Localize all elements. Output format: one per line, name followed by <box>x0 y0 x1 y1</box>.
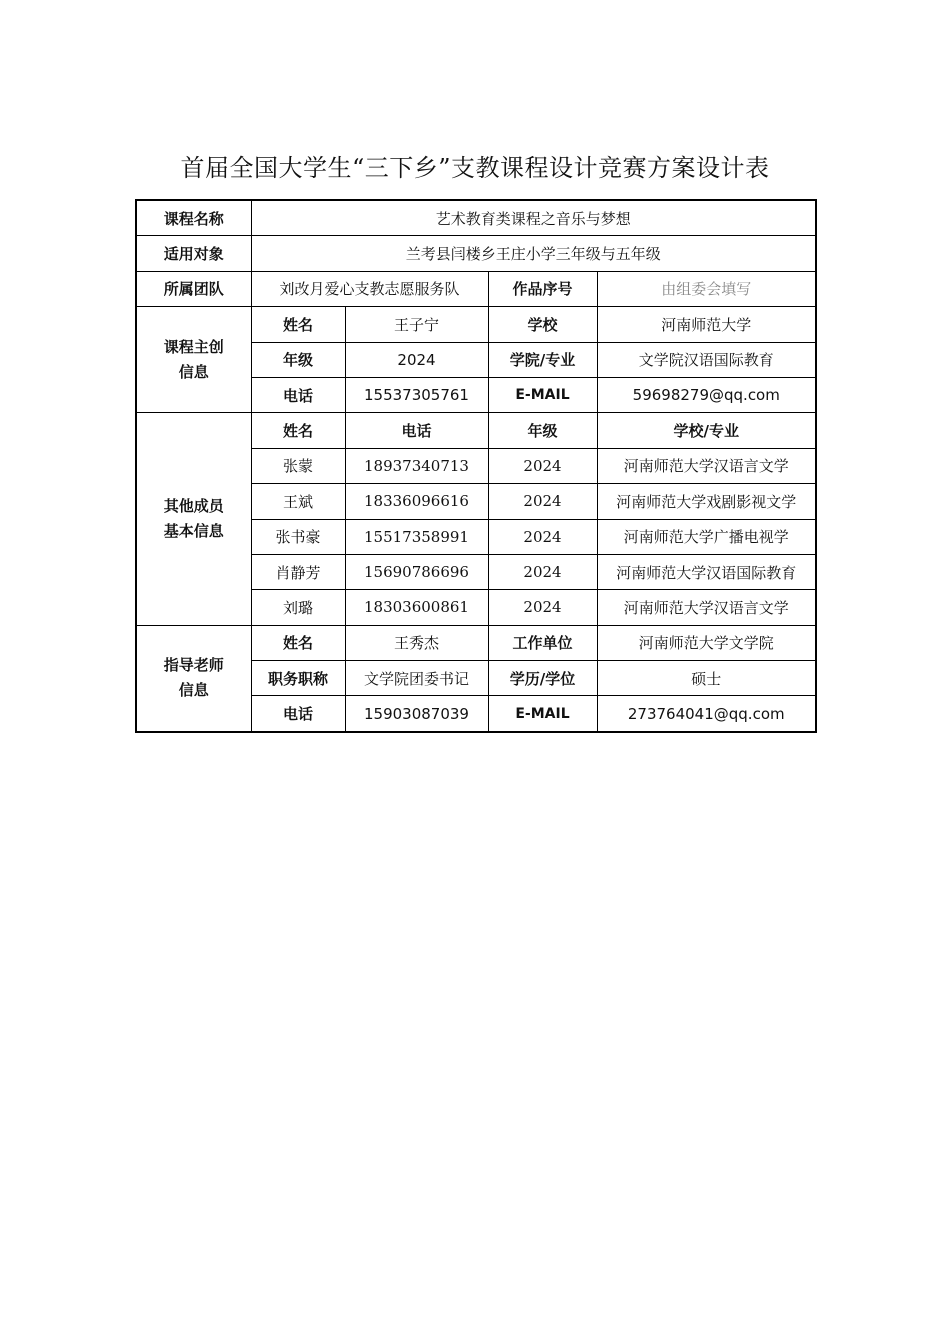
creator-phone-value: 15537305761 <box>345 377 488 412</box>
creator-name-label: 姓名 <box>251 307 345 342</box>
creator-school-label: 学校 <box>488 307 597 342</box>
members-section-text: 其他成员基本信息 <box>163 497 224 541</box>
member-grade: 2024 <box>488 519 597 554</box>
members-header-name: 姓名 <box>251 413 345 448</box>
member-phone: 18336096616 <box>345 484 488 519</box>
members-header-school: 学校/专业 <box>597 413 816 448</box>
advisor-email-label: E-MAIL <box>488 696 597 732</box>
creator-grade-value: 2024 <box>345 342 488 377</box>
creator-email-value: 59698279@qq.com <box>597 377 816 412</box>
advisor-unit-label: 工作单位 <box>488 625 597 660</box>
advisor-section-label <box>136 625 251 732</box>
creator-section-text: 课程主创信息 <box>163 337 224 381</box>
course-name-label: 课程名称 <box>136 200 251 236</box>
team-label: 所属团队 <box>136 271 251 306</box>
member-phone: 15517358991 <box>345 519 488 554</box>
member-phone: 18937340713 <box>345 448 488 483</box>
members-header-row <box>136 413 816 448</box>
creator-row-1 <box>136 307 816 342</box>
team-value: 刘改月爱心支教志愿服务队 <box>251 271 488 306</box>
advisor-email-value: 273764041@qq.com <box>597 696 816 732</box>
creator-section-label <box>136 307 251 413</box>
creator-college-value: 文学院汉语国际教育 <box>597 342 816 377</box>
course-name-row <box>136 200 816 236</box>
serial-value: 由组委会填写 <box>597 271 816 306</box>
target-value: 兰考县闫楼乡王庄小学三年级与五年级 <box>251 236 816 271</box>
member-school: 河南师范大学广播电视学 <box>597 519 816 554</box>
creator-school-value: 河南师范大学 <box>597 307 816 342</box>
advisor-title-value: 文学院团委书记 <box>345 661 488 696</box>
course-name-value: 艺术教育类课程之音乐与梦想 <box>251 200 816 236</box>
members-header-phone: 电话 <box>345 413 488 448</box>
member-name: 张蒙 <box>251 448 345 483</box>
member-school: 河南师范大学汉语言文学 <box>597 590 816 625</box>
advisor-section-text: 指导老师信息 <box>163 656 224 700</box>
creator-phone-label: 电话 <box>251 377 345 412</box>
member-name: 张书豪 <box>251 519 345 554</box>
advisor-degree-value: 硕士 <box>597 661 816 696</box>
advisor-unit-value: 河南师范大学文学院 <box>597 625 816 660</box>
member-name: 肖静芳 <box>251 554 345 589</box>
advisor-name-value: 王秀杰 <box>345 625 488 660</box>
member-phone: 15690786696 <box>345 554 488 589</box>
member-school: 河南师范大学汉语言文学 <box>597 448 816 483</box>
member-phone: 18303600861 <box>345 590 488 625</box>
advisor-name-label: 姓名 <box>251 625 345 660</box>
member-name: 王斌 <box>251 484 345 519</box>
advisor-row-1 <box>136 625 816 660</box>
creator-name-value: 王子宁 <box>345 307 488 342</box>
creator-college-label: 学院/专业 <box>488 342 597 377</box>
advisor-phone-value: 15903087039 <box>345 696 488 732</box>
members-header-grade: 年级 <box>488 413 597 448</box>
team-row <box>136 271 816 306</box>
advisor-degree-label: 学历/学位 <box>488 661 597 696</box>
member-grade: 2024 <box>488 484 597 519</box>
members-section-label <box>136 413 251 625</box>
creator-email-label: E-MAIL <box>488 377 597 412</box>
member-grade: 2024 <box>488 590 597 625</box>
advisor-phone-label: 电话 <box>251 696 345 732</box>
target-row <box>136 236 816 271</box>
creator-grade-label: 年级 <box>251 342 345 377</box>
member-grade: 2024 <box>488 554 597 589</box>
advisor-title-label: 职务职称 <box>251 661 345 696</box>
target-label: 适用对象 <box>136 236 251 271</box>
member-school: 河南师范大学汉语国际教育 <box>597 554 816 589</box>
application-form-table <box>135 199 817 733</box>
document-title: 首届全国大学生“三下乡”支教课程设计竞赛方案设计表 <box>180 154 770 182</box>
serial-label: 作品序号 <box>488 271 597 306</box>
member-school: 河南师范大学戏剧影视文学 <box>597 484 816 519</box>
member-grade: 2024 <box>488 448 597 483</box>
member-name: 刘璐 <box>251 590 345 625</box>
